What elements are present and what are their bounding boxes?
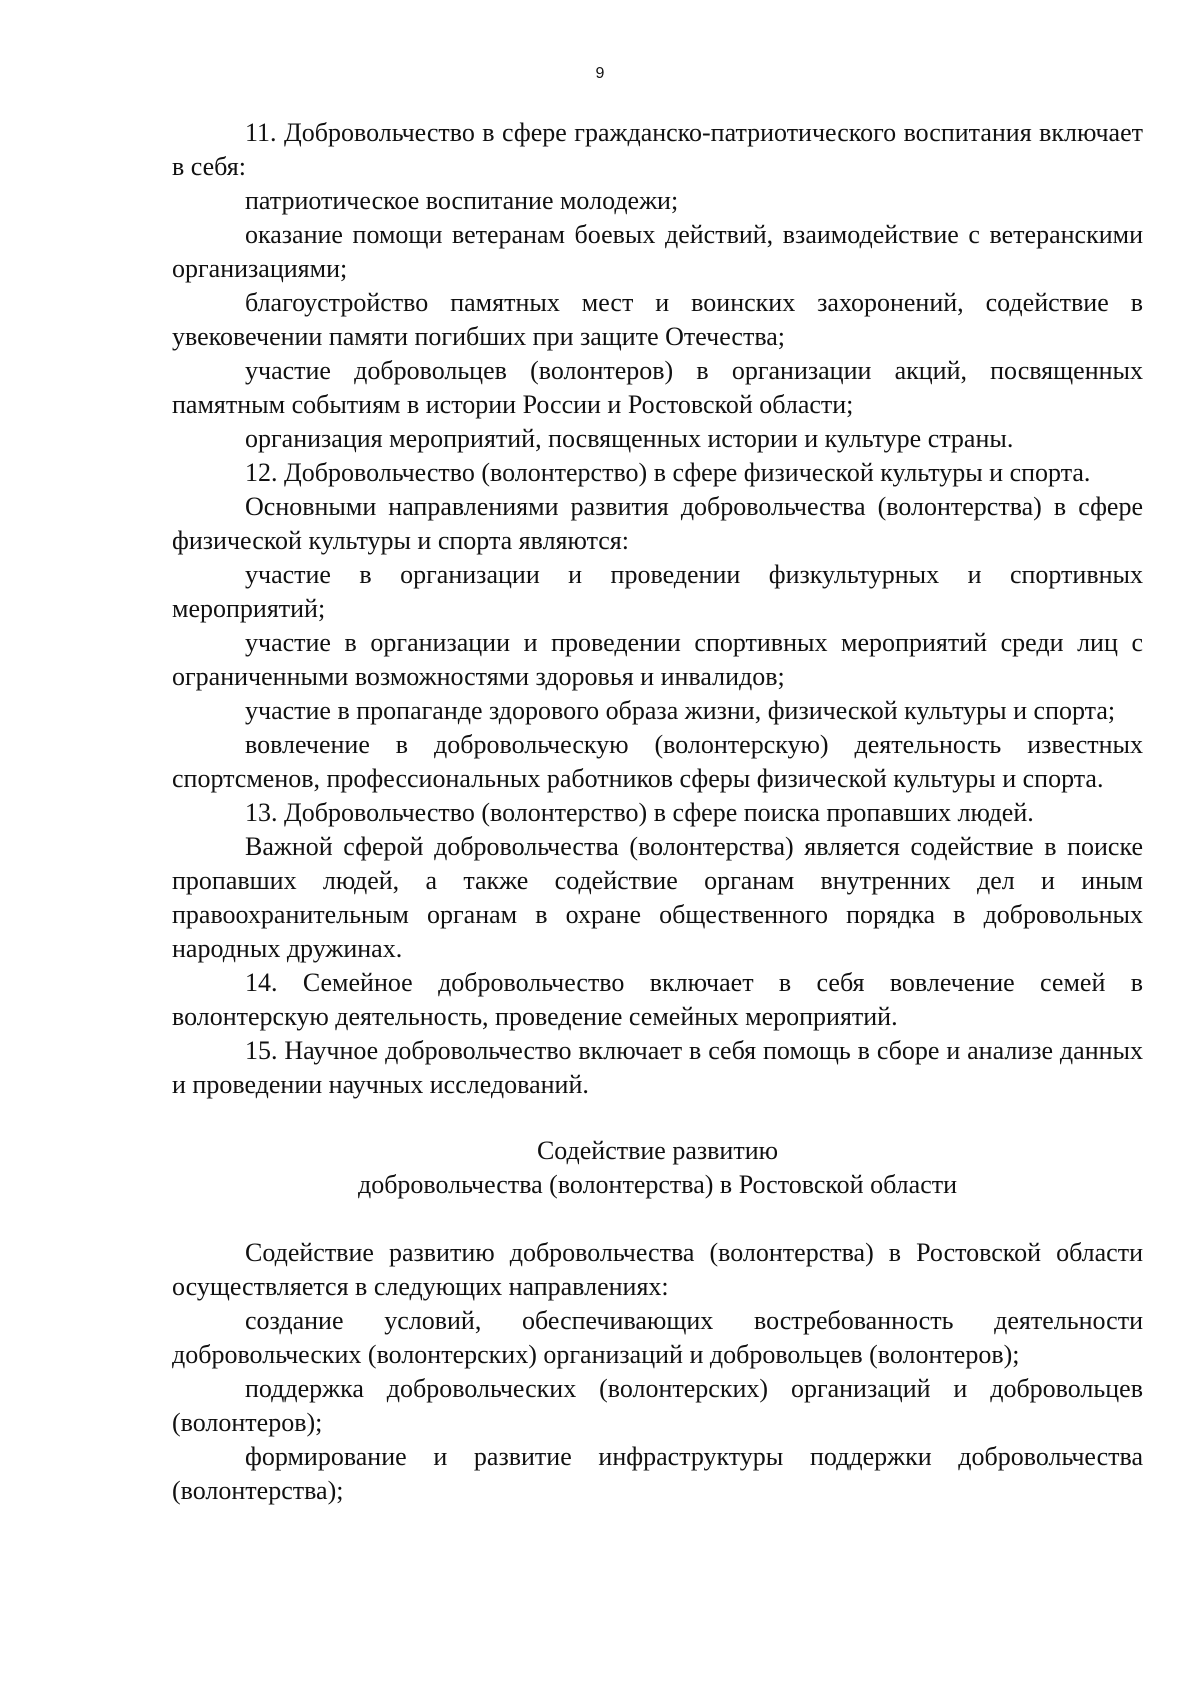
paragraph: участие в организации и проведении спортивных мероприятий среди лиц с ограниченными возможностями здоровья и инвалидов; xyxy=(172,628,1143,691)
section-heading-line-2: добровольчества (волонтерства) в Ростовской области xyxy=(357,1170,958,1199)
paragraph: создание условий, обеспечивающих востребованность деятельности добровольческих (волонтерских) организаций и добровольцев (волонтеров); xyxy=(172,1306,1143,1369)
paragraph: участие в пропаганде здорового образа жизни, физической культуры и спорта; xyxy=(245,696,1116,725)
paragraph: Содействие развитию добровольчества (волонтерства) в Ростовской области осуществляется в следующих направлениях: xyxy=(172,1238,1143,1301)
paragraph: благоустройство памятных мест и воинских захоронений, содействие в увековечении памяти погибших при защите Отечества; xyxy=(172,288,1143,351)
paragraph: участие в организации и проведении физкультурных и спортивных мероприятий; xyxy=(172,560,1143,623)
paragraph: 15. Научное добровольчество включает в себя помощь в сборе и анализе данных и проведении научных исследований. xyxy=(172,1036,1143,1099)
paragraph: участие добровольцев (волонтеров) в организации акций, посвященных памятным событиям в истории России и Ростовской области; xyxy=(172,356,1143,419)
paragraph: патриотическое воспитание молодежи; xyxy=(245,186,679,215)
paragraph: поддержка добровольческих (волонтерских) организаций и добровольцев (волонтеров); xyxy=(172,1374,1143,1437)
paragraph: формирование и развитие инфраструктуры поддержки добровольчества (волонтерства); xyxy=(172,1442,1143,1505)
page-number: 9 xyxy=(595,65,605,82)
paragraph: оказание помощи ветеранам боевых действий, взаимодействие с ветеранскими организациями; xyxy=(172,220,1143,283)
paragraph: 14. Семейное добровольчество включает в себя вовлечение семей в волонтерскую деятельность, проведение семейных мероприятий. xyxy=(172,968,1143,1031)
paragraph: 12. Добровольчество (волонтерство) в сфере физической культуры и спорта. xyxy=(245,458,1091,487)
paragraph: вовлечение в добровольческую (волонтерскую) деятельность известных спортсменов, профессиональных работников сферы физической культуры и спорта. xyxy=(172,730,1143,793)
paragraph: 11. Добровольчество в сфере гражданско-патриотического воспитания включает в себя: xyxy=(172,118,1143,181)
section-heading-line-1: Содействие развитию xyxy=(536,1136,779,1165)
paragraph: организация мероприятий, посвященных истории и культуре страны. xyxy=(245,424,1014,453)
paragraph: 13. Добровольчество (волонтерство) в сфере поиска пропавших людей. xyxy=(245,798,1034,827)
spacer xyxy=(172,1202,1143,1236)
spacer xyxy=(172,1102,1143,1134)
document-body xyxy=(172,116,1143,1508)
paragraph: Основными направлениями развития добровольчества (волонтерства) в сфере физической культуры и спорта являются: xyxy=(172,492,1143,555)
paragraph: Важной сферой добровольчества (волонтерства) является содействие в поиске пропавших людей, а также содействие органам внутренних дел и иным правоохранительным органам в охране общественного порядка в добровольных народных дружинах. xyxy=(172,832,1143,963)
